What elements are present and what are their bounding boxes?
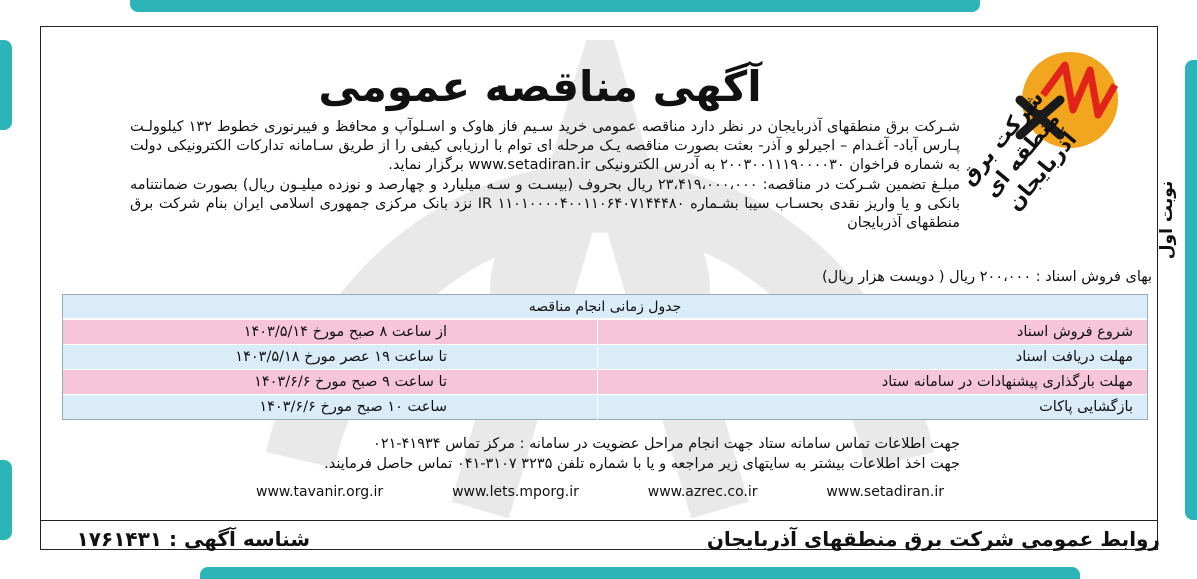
schedule-value: تا ساعت ۹ صبح مورخ ۱۴۰۳/۶/۶ [254, 374, 447, 390]
website-list [250, 484, 950, 500]
schedule-table [62, 294, 1148, 420]
frame-left [0, 0, 12, 579]
notice-body [130, 118, 960, 233]
website-link[interactable]: www.azrec.co.ir [647, 484, 758, 500]
contact-line: جهت اخذ اطلاعات بیشتر به سایتهای زیر مراجعه و یا با شماره تلفن ۳۲۳۵ ۳۱۰۷-۰۴۱ تماس حاصل فرمایند. [324, 456, 960, 472]
schedule-value: از ساعت ۸ صبح مورخ ۱۴۰۳/۵/۱۴ [243, 324, 447, 340]
schedule-value: ساعت ۱۰ صبح مورخ ۱۴۰۳/۶/۶ [259, 399, 447, 415]
notice-round-tag [1150, 170, 1184, 270]
frame-right [1185, 0, 1197, 579]
website-link[interactable]: www.tavanir.org.ir [256, 484, 384, 500]
schedule-label: مهلت دریافت اسناد [597, 345, 1147, 370]
document-price: بهای فروش اسناد : ۲۰۰،۰۰۰ ریال ( دویست هزار ریال) [822, 269, 1152, 285]
frame-bottom [0, 567, 1197, 579]
guarantee-paragraph: مبلـغ تضمین شـرکت در مناقصه: ۲۳،۴۱۹،۰۰۰،۰۰۰ ریال بحروف (بیسـت و سـه میلیارد و چهارصد و نوزده میلیـون ریال) بصورت ضمانتنامه بانکی و یا واریز نقدی بحسـاب سیبا بشـماره IR ۱۱۰۱۰۰۰۰۴۰۰۱۱۰۶۴۰۷۱۴۴۴۸۰ نزد بانک مرکزی جمهوری اسلامی ایران بنام شرکت برق منطقهای آذربایجان [130, 176, 960, 232]
frame-top [0, 0, 1197, 12]
table-row [63, 344, 1147, 369]
schedule-label: بازگشایی پاکات [597, 395, 1147, 420]
company-logo-text: شرکت برق منطقه ای آذربایجان [955, 85, 1082, 216]
contact-line: جهت اطلاعات تماس سامانه ستاد جهت انجام مراحل عضویت در سامانه : مرکز تماس ۴۱۹۳۴-۰۲۱ [373, 436, 960, 452]
website-link[interactable]: www.lets.mporg.ir [452, 484, 579, 500]
schedule-value: تا ساعت ۱۹ عصر مورخ ۱۴۰۳/۵/۱۸ [235, 349, 447, 365]
footer-organization: روابط عمومی شرکت برق منطقهای آذربایجان [706, 527, 1160, 551]
contact-info [180, 434, 960, 474]
table-row [63, 394, 1147, 419]
notice-id [70, 522, 310, 556]
table-row [63, 369, 1147, 394]
website-link[interactable]: www.setadiran.ir [826, 484, 944, 500]
notice-paragraph: شـرکت برق منطقهای آذربایجان در نظر دارد مناقصه عمومی خرید سـیم فاز هاوک و اسـلوآپ و محافظ و فیبرنوری خطوط ۱۳۲ کیلوولـت پـارس آباد- آغـدام – اجیرلو و آذر- بعثت بصورت مناقصه یـک مرحله ای توام با ارزیابی کیفی را از طریق سـامانه تدارکات الکترونیکی دولت به شماره فراخوان ۲۰۰۳۰۰۱۱۱۹۰۰۰۰۳۰ به آدرس الکترونیکی www.setadiran.ir برگزار نماید. [130, 119, 960, 174]
footer-divider [40, 520, 1158, 521]
notice-id-label: شناسه آگهی : [169, 527, 310, 551]
notice-round-text: نوبت اول [1156, 180, 1177, 260]
schedule-title: جدول زمانی انجام مناقصه [63, 295, 1147, 319]
schedule-label: مهلت بارگذاری پیشنهادات در سامانه ستاد [597, 370, 1147, 395]
table-row [63, 319, 1147, 344]
notice-id-value: ۱۷۶۱۴۳۱ [76, 527, 163, 551]
schedule-label: شروع فروش اسناد [597, 320, 1147, 345]
page-title: آگهی مناقصه عمومی [318, 62, 762, 111]
